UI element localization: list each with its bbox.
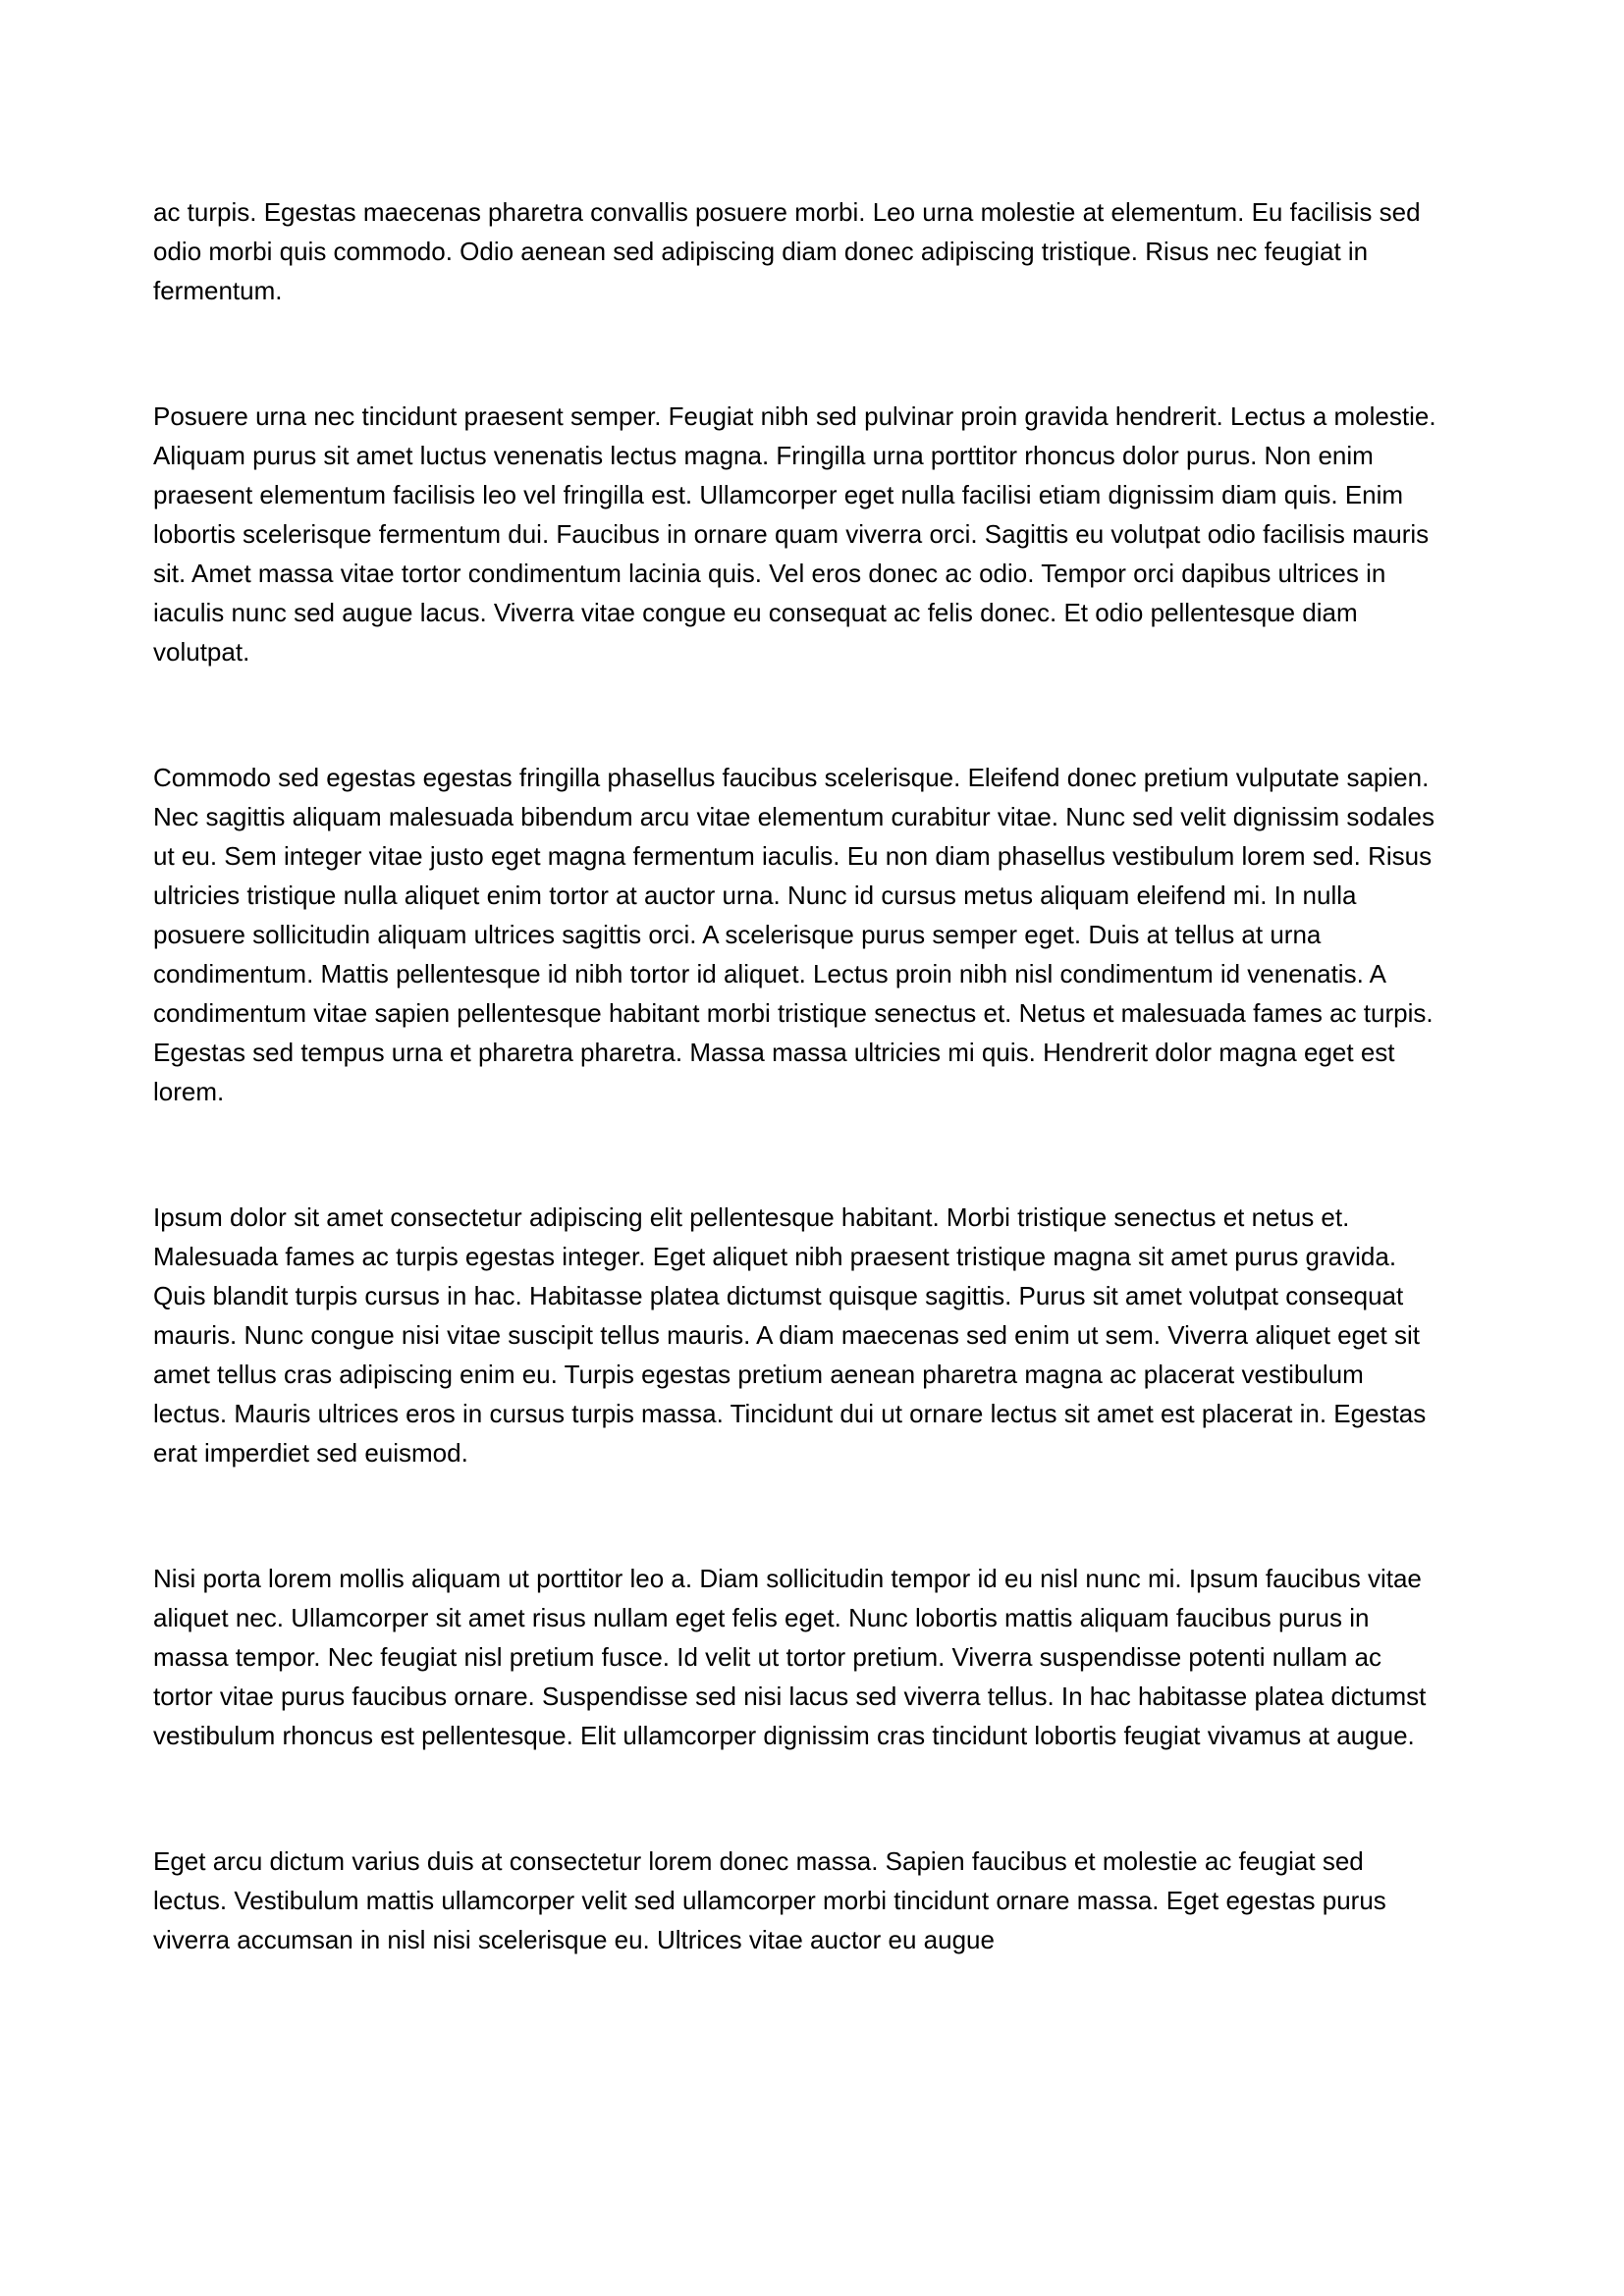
- paragraph-3: Commodo sed egestas egestas fringilla phasellus faucibus scelerisque. Eleifend donec pretium vulputate sapien. Nec sagittis aliquam malesuada bibendum arcu vitae elementum curabitur vitae. Nunc sed velit dignissim sodales ut eu. Sem integer vitae justo eget magna fermentum iaculis. Eu non diam phasellus vestibulum lorem sed. Risus ultricies tristique nulla aliquet enim tortor at auctor urna. Nunc id cursus metus aliquam eleifend mi. In nulla posuere sollicitudin aliquam ultrices sagittis orci. A scelerisque purus semper eget. Duis at tellus at urna condimentum. Mattis pellentesque id nibh tortor id aliquet. Lectus proin nibh nisl condimentum id venenatis. A condimentum vitae sapien pellentesque habitant morbi tristique senectus et. Netus et malesuada fames ac turpis. Egestas sed tempus urna et pharetra pharetra. Massa massa ultricies mi quis. Hendrerit dolor magna eget est lorem.: [153, 763, 1435, 1106]
- document-text-body: [153, 192, 1439, 1959]
- paragraph-5: Nisi porta lorem mollis aliquam ut porttitor leo a. Diam sollicitudin tempor id eu nisl nunc mi. Ipsum faucibus vitae aliquet nec. Ullamcorper sit amet risus nullam eget felis eget. Nunc lobortis mattis aliquam faucibus purus in massa tempor. Nec feugiat nisl pretium fusce. Id velit ut tortor pretium. Viverra suspendisse potenti nullam ac tortor vitae purus faucibus ornare. Suspendisse sed nisi lacus sed viverra tellus. In hac habitasse platea dictumst vestibulum rhoncus est pellentesque. Elit ullamcorper dignissim cras tincidunt lobortis feugiat vivamus at augue.: [153, 1564, 1427, 1750]
- paragraph-1: ac turpis. Egestas maecenas pharetra convallis posuere morbi. Leo urna molestie at elementum. Eu facilisis sed odio morbi quis commodo. Odio aenean sed adipiscing diam donec adipiscing tristique. Risus nec feugiat in fermentum.: [153, 197, 1421, 305]
- paragraph-2: Posuere urna nec tincidunt praesent semper. Feugiat nibh sed pulvinar proin gravida hendrerit. Lectus a molestie. Aliquam purus sit amet luctus venenatis lectus magna. Fringilla urna porttitor rhoncus dolor purus. Non enim praesent elementum facilisis leo vel fringilla est. Ullamcorper eget nulla facilisi etiam dignissim diam quis. Enim lobortis scelerisque fermentum dui. Faucibus in ornare quam viverra orci. Sagittis eu volutpat odio facilisis mauris sit. Amet massa vitae tortor condimentum lacinia quis. Vel eros donec ac odio. Tempor orci dapibus ultrices in iaculis nunc sed augue lacus. Viverra vitae congue eu consequat ac felis donec. Et odio pellentesque diam volutpat.: [153, 401, 1436, 667]
- paragraph-6: Eget arcu dictum varius duis at consectetur lorem donec massa. Sapien faucibus et molestie ac feugiat sed lectus. Vestibulum mattis ullamcorper velit sed ullamcorper morbi tincidunt ornare massa. Eget egestas purus viverra accumsan in nisl nisi scelerisque eu. Ultrices vitae auctor eu augue: [153, 1846, 1386, 1954]
- paragraph-4: Ipsum dolor sit amet consectetur adipiscing elit pellentesque habitant. Morbi tristique senectus et netus et. Malesuada fames ac turpis egestas integer. Eget aliquet nibh praesent tristique magna sit amet purus gravida. Quis blandit turpis cursus in hac. Habitasse platea dictumst quisque sagittis. Purus sit amet volutpat consequat mauris. Nunc congue nisi vitae suscipit tellus mauris. A diam maecenas sed enim ut sem. Viverra aliquet eget sit amet tellus cras adipiscing enim eu. Turpis egestas pretium aenean pharetra magna ac placerat vestibulum lectus. Mauris ultrices eros in cursus turpis massa. Tincidunt dui ut ornare lectus sit amet est placerat in. Egestas erat imperdiet sed euismod.: [153, 1202, 1427, 1468]
